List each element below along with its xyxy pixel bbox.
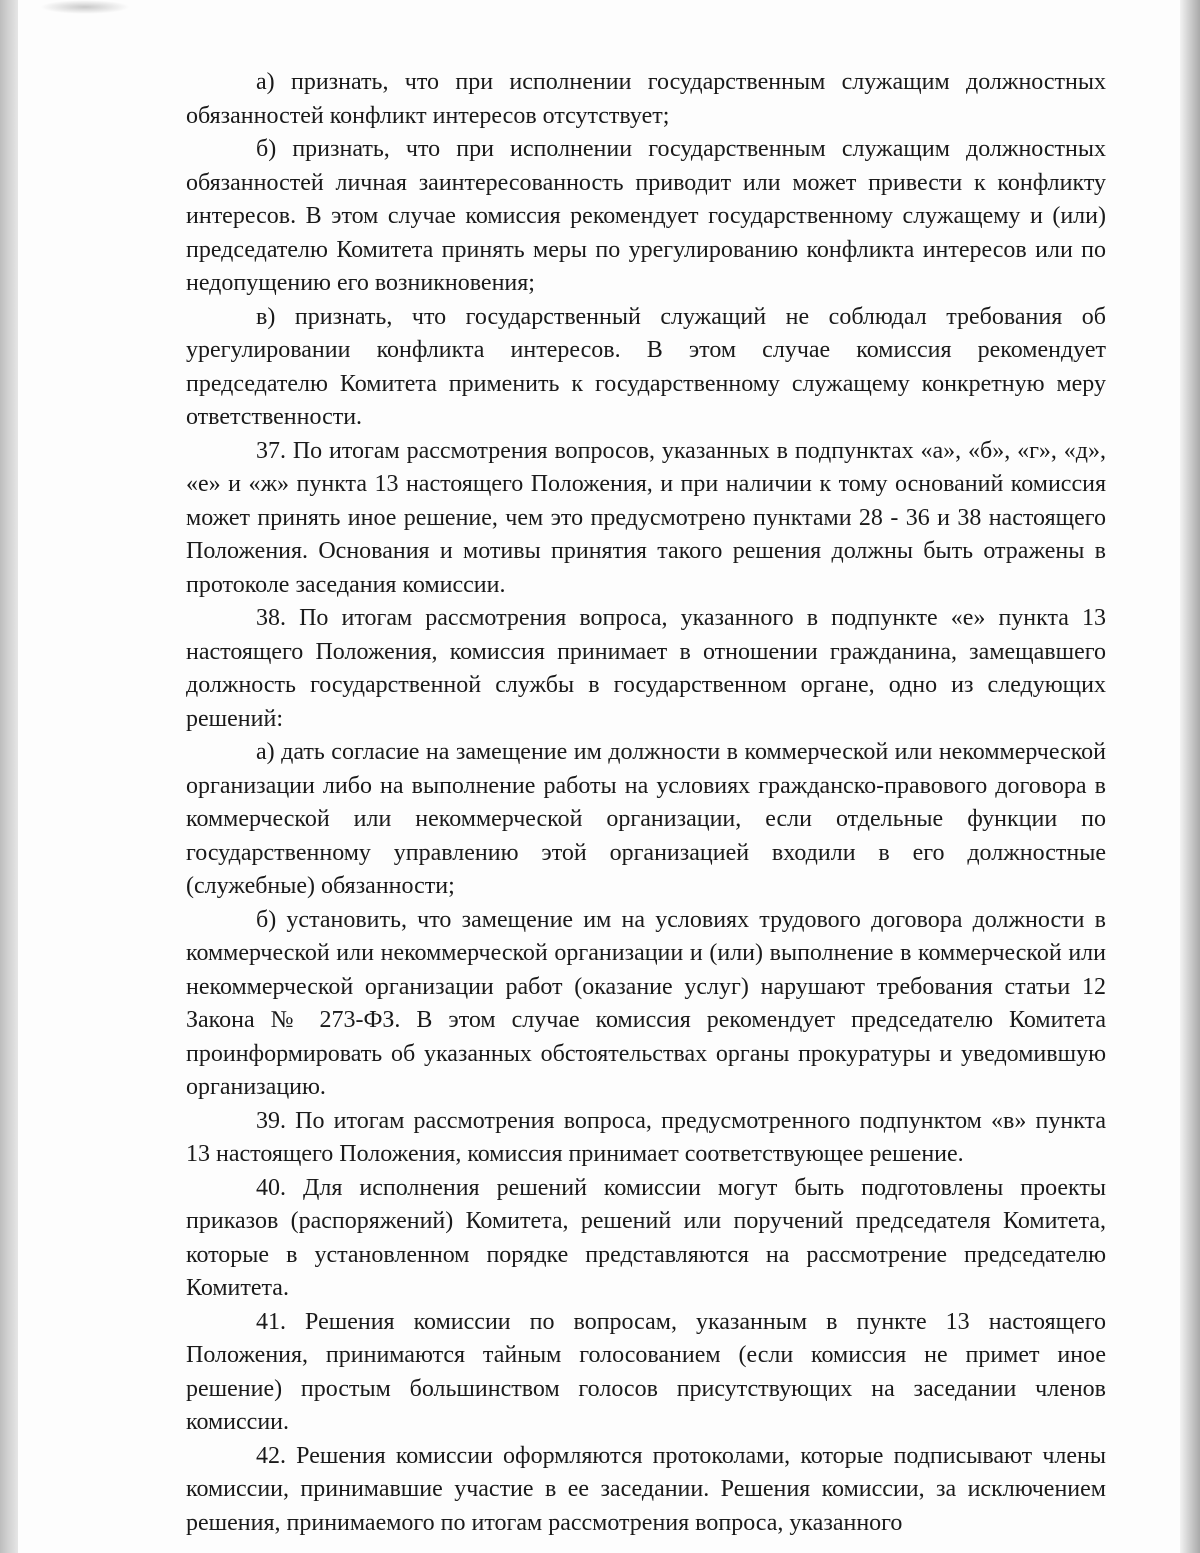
paragraph-42: 42. Решения комиссии оформляются протоколами, которые подписывают члены комиссии, принимавшие участие в ее заседании. Решения комиссии, за исключением решения, принимаемого по итогам рассмотрения вопроса, указанного (186, 1442, 1106, 1536)
paragraph-item-b: б) признать, что при исполнении государственным служащим должностных обязанностей личная заинтересованность приводит или может привести к конфликту интересов. В этом случае комиссия рекомендует государственному служащему и (или) председателю Комитета принять меры по урегулированию конфликта интересов или по недопущению его возникновения; (186, 136, 1106, 296)
paragraph-41: 41. Решения комиссии по вопросам, указанным в пункте 13 настоящего Положения, принимаются тайным голосованием (если комиссия не примет иное решение) простым большинством голосов присутствующих на заседании членов комиссии. (186, 1308, 1106, 1435)
paragraph-40: 40. Для исполнения решений комиссии могут быть подготовлены проекты приказов (распоряжений) Комитета, решений или поручений председателя Комитета, которые в установленном порядке представляются на рассмотрение председателю Комитета. (186, 1174, 1106, 1301)
paragraph-item-v: в) признать, что государственный служащий не соблюдал требования об урегулировании конфликта интересов. В этом случае комиссия рекомендует председателю Комитета применить к государственному служащему конкретную меру ответственности. (186, 303, 1106, 430)
paragraph-38-item-a: а) дать согласие на замещение им должности в коммерческой или некоммерческой организации либо на выполнение работы на условиях гражданско-правового договора в коммерческой или некоммерческой организации, если отдельные функции по государственному управлению этой организацией входили в его должностные (служебные) обязанности; (186, 739, 1106, 899)
scan-shadow-left (0, 0, 18, 1553)
paragraph-37: 37. По итогам рассмотрения вопросов, указанных в подпунктах «а», «б», «г», «д», «е» и «ж» пункта 13 настоящего Положения, и при наличии к тому оснований комиссия может принять иное решение, чем это предусмотрено пунктами 28 - 36 и 38 настоящего Положения. Основания и мотивы принятия такого решения должны быть отражены в протоколе заседания комиссии. (186, 437, 1106, 598)
document-body (186, 66, 1106, 1540)
paragraph-38-item-b: б) установить, что замещение им на условиях трудового договора должности в коммерческой или некоммерческой организации и (или) выполнение в коммерческой или некоммерческой организации работ (оказание услуг) нарушают требования статьи 12 Закона № 273-ФЗ. В этом случае комиссия рекомендует председателю Комитета проинформировать об указанных обстоятельствах органы прокуратуры и уведомившую организацию. (186, 906, 1106, 1100)
paragraph-item-a: а) признать, что при исполнении государственным служащим должностных обязанностей конфликт интересов отсутствует; (186, 69, 1106, 129)
paragraph-39: 39. По итогам рассмотрения вопроса, предусмотренного подпунктом «в» пункта 13 настоящего Положения, комиссия принимает соответствующее решение. (186, 1107, 1106, 1167)
paragraph-38: 38. По итогам рассмотрения вопроса, указанного в подпункте «е» пункта 13 настоящего Положения, комиссия принимает в отношении гражданина, замещавшего должность государственной службы в государственном органе, одно из следующих решений: (186, 605, 1106, 732)
scan-shadow-right (1180, 0, 1200, 1553)
scan-smudge (40, 0, 130, 14)
